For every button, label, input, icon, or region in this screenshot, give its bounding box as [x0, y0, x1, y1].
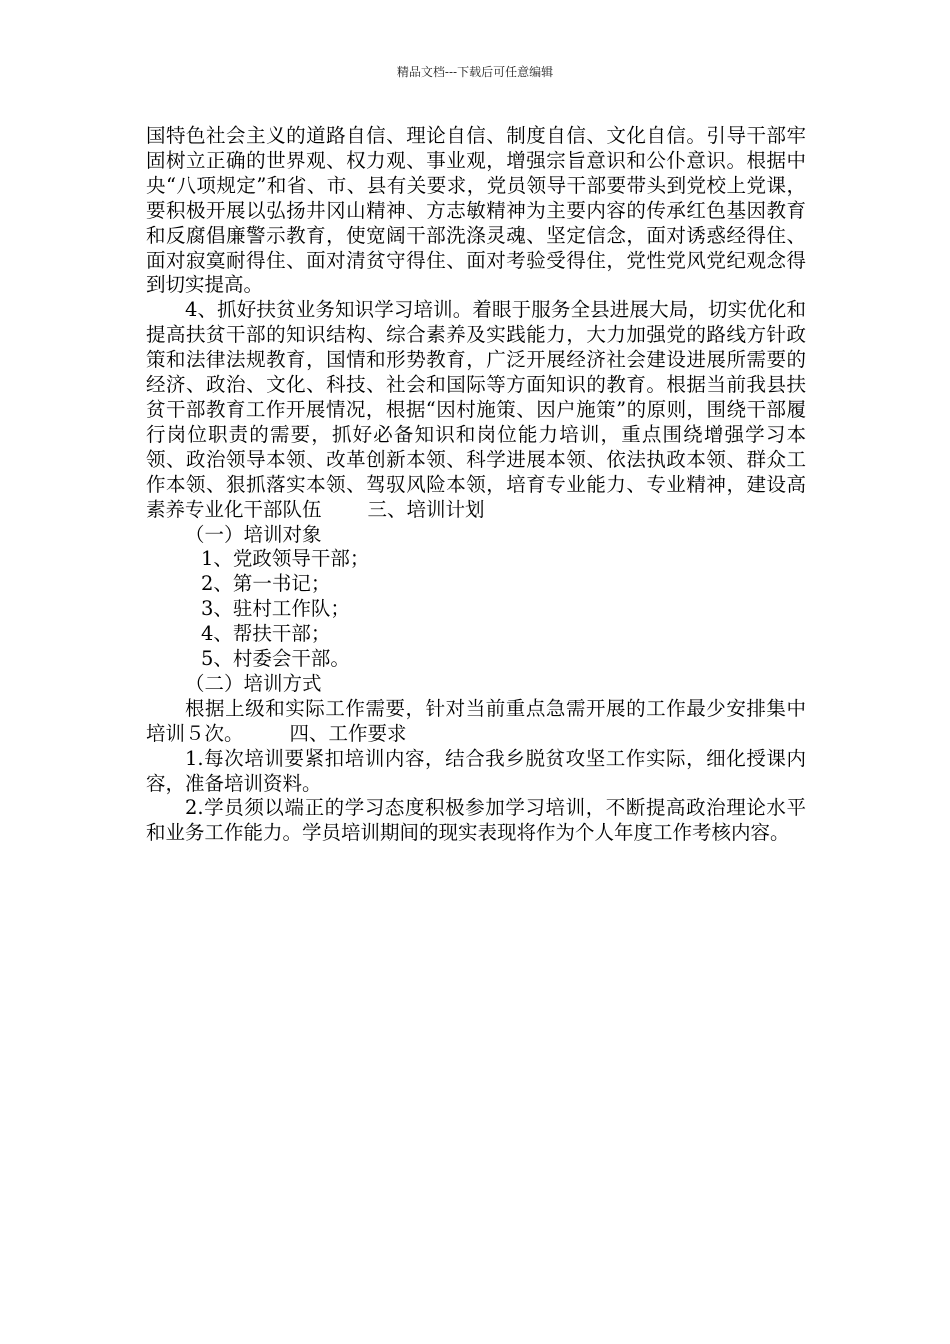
page-header: 精品文档---下载后可任意编辑	[396, 65, 554, 79]
list-item: 4、帮扶干部；	[201, 622, 331, 646]
document-body	[146, 124, 806, 846]
paragraph-training-method-text: 根据上级和实际工作需要，针对当前重点急需开展的工作最少安排集中培训５次。	[146, 696, 806, 745]
list-item: 5、村委会干部。	[201, 647, 350, 671]
paragraph-training-method	[146, 697, 806, 747]
section-heading-training-plan: 三、培训计划	[367, 497, 485, 521]
subsection-title-training-targets: （一）培训对象	[185, 522, 322, 546]
list-item: 1、党政领导干部；	[201, 547, 370, 571]
subsection-title-training-method: （二）培训方式	[185, 671, 322, 695]
paragraph-requirement-2: 2.学员须以端正的学习态度积极参加学习培训，不断提高政治理论水平和业务工作能力。学员培训期间的现实表现将作为个人年度工作考核内容。	[146, 796, 806, 845]
paragraph-requirement-1: 1.每次培训要紧扣培训内容，结合我乡脱贫攻坚工作实际，细化授课内容，准备培训资料。	[146, 746, 806, 795]
list-item: 3、驻村工作队；	[201, 597, 350, 621]
paragraph-poverty-training	[146, 298, 806, 522]
paragraph-poverty-training-text: 4、抓好扶贫业务知识学习培训。着眼于服务全县进展大局，切实优化和提高扶贫干部的知识结构、综合素养及实践能力，大力加强党的路线方针政策和法律法规教育，国情和形势教育，广泛开展经济社会建设进展所需要的经济、政治、文化、科技、社会和国际等方面知识的教育。根据当前我县扶贫干部教育工作开展情况，根据“因村施策、因户施策”的原则，围绕干部履行岗位职责的需要，抓好必备知识和岗位能力培训，重点围绕增强学习本领、政治领导本领、改革创新本领、科学进展本领、依法执政本领、群众工作本领、狠抓落实本领、驾驭风险本领，培育专业能力、专业精神，建设高素养专业化干部队伍	[146, 298, 806, 521]
list-item: 2、第一书记；	[201, 572, 331, 596]
paragraph-ideology: 国特色社会主义的道路自信、理论自信、制度自信、文化自信。引导干部牢固树立正确的世界观、权力观、事业观，增强宗旨意识和公仆意识。根据中央“八项规定”和省、市、县有关要求，党员领导干部要带头到党校上党课，要积极开展以弘扬井冈山精神、方志敏精神为主要内容的传承红色基因教育和反腐倡廉警示教育，使宽阔干部洗涤灵魂、坚定信念，面对诱惑经得住、面对寂寞耐得住、面对清贫守得住、面对考验受得住，党性党风党纪观念得到切实提高。	[146, 124, 806, 297]
section-heading-work-requirements: 四、工作要求	[289, 721, 407, 745]
